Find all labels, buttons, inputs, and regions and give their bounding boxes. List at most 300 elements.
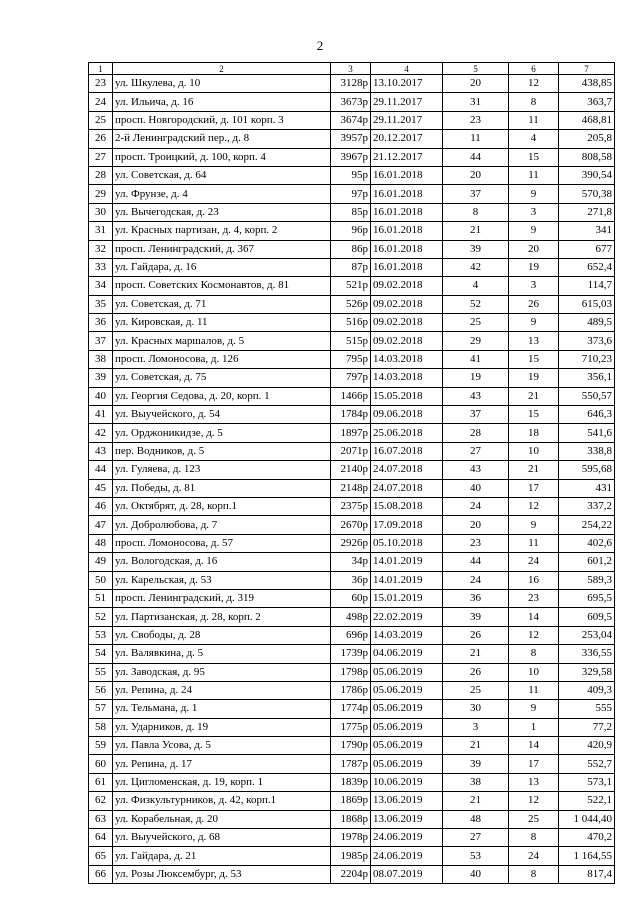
table-row	[89, 203, 615, 221]
cell-value-5: 48	[443, 810, 509, 828]
cell-value-5: 26	[443, 663, 509, 681]
cell-area: 595,68	[559, 461, 615, 479]
cell-order-code: 1985р	[331, 847, 371, 865]
cell-order-code: 795р	[331, 350, 371, 368]
cell-order-code: 1869р	[331, 792, 371, 810]
cell-row-number: 63	[89, 810, 113, 828]
cell-address: 2-й Ленинградский пер., д. 8	[113, 130, 331, 148]
cell-value-5: 4	[443, 277, 509, 295]
cell-area: 253,04	[559, 626, 615, 644]
cell-area: 589,3	[559, 571, 615, 589]
cell-value-5: 20	[443, 516, 509, 534]
cell-value-6: 20	[509, 240, 559, 258]
cell-value-5: 36	[443, 589, 509, 607]
cell-date: 16.01.2018	[371, 222, 443, 240]
cell-area: 552,7	[559, 755, 615, 773]
cell-area: 77,2	[559, 718, 615, 736]
cell-value-5: 44	[443, 148, 509, 166]
page-number: 2	[316, 38, 324, 53]
table-row	[89, 314, 615, 332]
cell-address: ул. Выучейского, д. 54	[113, 406, 331, 424]
cell-order-code: 1787р	[331, 755, 371, 773]
cell-value-6: 9	[509, 516, 559, 534]
data-table	[88, 62, 615, 884]
cell-value-5: 42	[443, 258, 509, 276]
cell-date: 14.01.2019	[371, 553, 443, 571]
cell-date: 09.02.2018	[371, 277, 443, 295]
cell-value-5: 21	[443, 645, 509, 663]
cell-address: ул. Красных партизан, д. 4, корп. 2	[113, 222, 331, 240]
cell-date: 16.01.2018	[371, 203, 443, 221]
cell-order-code: 3128р	[331, 75, 371, 93]
table-row	[89, 75, 615, 93]
table-row	[89, 406, 615, 424]
cell-date: 05.10.2018	[371, 534, 443, 552]
cell-address: ул. Свободы, д. 28	[113, 626, 331, 644]
cell-row-number: 38	[89, 350, 113, 368]
cell-order-code: 2204р	[331, 865, 371, 883]
table-row	[89, 350, 615, 368]
cell-address: ул. Тельмана, д. 1	[113, 700, 331, 718]
cell-value-6: 11	[509, 166, 559, 184]
cell-order-code: 3674р	[331, 111, 371, 129]
cell-row-number: 59	[89, 737, 113, 755]
cell-value-5: 20	[443, 75, 509, 93]
table-row	[89, 718, 615, 736]
cell-order-code: 96р	[331, 222, 371, 240]
cell-area: 677	[559, 240, 615, 258]
cell-row-number: 40	[89, 387, 113, 405]
table-row	[89, 277, 615, 295]
cell-area: 615,03	[559, 295, 615, 313]
cell-address: просп. Новгородский, д. 101 корп. 3	[113, 111, 331, 129]
cell-date: 29.11.2017	[371, 111, 443, 129]
cell-address: просп. Ленинградский, д. 319	[113, 589, 331, 607]
cell-area: 363,7	[559, 93, 615, 111]
cell-area: 541,6	[559, 424, 615, 442]
column-header-5: 5	[443, 63, 509, 75]
cell-value-5: 25	[443, 681, 509, 699]
cell-value-5: 38	[443, 773, 509, 791]
cell-value-6: 21	[509, 461, 559, 479]
cell-value-6: 9	[509, 314, 559, 332]
cell-value-5: 30	[443, 700, 509, 718]
cell-address: ул. Шкулева, д. 10	[113, 75, 331, 93]
cell-date: 29.11.2017	[371, 93, 443, 111]
cell-value-6: 8	[509, 93, 559, 111]
cell-value-5: 41	[443, 350, 509, 368]
cell-value-5: 28	[443, 424, 509, 442]
cell-date: 14.03.2018	[371, 350, 443, 368]
cell-area: 609,5	[559, 608, 615, 626]
table-row	[89, 111, 615, 129]
cell-value-5: 23	[443, 111, 509, 129]
cell-order-code: 1786р	[331, 681, 371, 699]
table-row	[89, 93, 615, 111]
cell-date: 04.06.2019	[371, 645, 443, 663]
cell-order-code: 36р	[331, 571, 371, 589]
cell-value-6: 10	[509, 442, 559, 460]
cell-area: 409,3	[559, 681, 615, 699]
cell-date: 13.06.2019	[371, 792, 443, 810]
cell-date: 21.12.2017	[371, 148, 443, 166]
table-row	[89, 479, 615, 497]
table-row	[89, 166, 615, 184]
table-row	[89, 534, 615, 552]
cell-address: ул. Розы Люксембург, д. 53	[113, 865, 331, 883]
cell-row-number: 43	[89, 442, 113, 460]
cell-date: 09.02.2018	[371, 332, 443, 350]
cell-address: ул. Октябрят, д. 28, корп.1	[113, 497, 331, 515]
cell-address: ул. Добролюбова, д. 7	[113, 516, 331, 534]
cell-row-number: 55	[89, 663, 113, 681]
cell-value-6: 14	[509, 608, 559, 626]
cell-area: 254,22	[559, 516, 615, 534]
cell-area: 555	[559, 700, 615, 718]
cell-area: 341	[559, 222, 615, 240]
cell-value-6: 9	[509, 185, 559, 203]
table-row	[89, 737, 615, 755]
cell-row-number: 23	[89, 75, 113, 93]
table-row	[89, 185, 615, 203]
cell-address: ул. Орджоникидзе, д. 5	[113, 424, 331, 442]
cell-value-6: 13	[509, 332, 559, 350]
table-row	[89, 755, 615, 773]
cell-date: 16.01.2018	[371, 166, 443, 184]
cell-value-6: 15	[509, 148, 559, 166]
cell-area: 338,8	[559, 442, 615, 460]
cell-value-5: 24	[443, 571, 509, 589]
table-row	[89, 553, 615, 571]
cell-value-6: 3	[509, 203, 559, 221]
cell-value-6: 12	[509, 626, 559, 644]
cell-date: 15.05.2018	[371, 387, 443, 405]
cell-order-code: 516р	[331, 314, 371, 332]
cell-date: 05.06.2019	[371, 663, 443, 681]
cell-value-5: 29	[443, 332, 509, 350]
cell-order-code: 95р	[331, 166, 371, 184]
cell-area: 573,1	[559, 773, 615, 791]
cell-value-6: 3	[509, 277, 559, 295]
cell-address: ул. Цигломенская, д. 19, корп. 1	[113, 773, 331, 791]
cell-address: просп. Ломоносова, д. 57	[113, 534, 331, 552]
cell-value-6: 16	[509, 571, 559, 589]
cell-area: 336,55	[559, 645, 615, 663]
cell-row-number: 64	[89, 829, 113, 847]
cell-value-6: 8	[509, 829, 559, 847]
cell-value-5: 40	[443, 865, 509, 883]
cell-address: ул. Георгия Седова, д. 20, корп. 1	[113, 387, 331, 405]
cell-value-5: 53	[443, 847, 509, 865]
cell-area: 550,57	[559, 387, 615, 405]
cell-area: 329,58	[559, 663, 615, 681]
cell-value-5: 39	[443, 608, 509, 626]
cell-order-code: 34р	[331, 553, 371, 571]
cell-row-number: 27	[89, 148, 113, 166]
table-row	[89, 608, 615, 626]
cell-value-6: 12	[509, 497, 559, 515]
table-row	[89, 681, 615, 699]
cell-address: ул. Гайдара, д. 21	[113, 847, 331, 865]
cell-row-number: 52	[89, 608, 113, 626]
cell-area: 652,4	[559, 258, 615, 276]
cell-date: 14.03.2019	[371, 626, 443, 644]
cell-area: 373,6	[559, 332, 615, 350]
cell-order-code: 526р	[331, 295, 371, 313]
cell-value-6: 9	[509, 700, 559, 718]
table-row	[89, 829, 615, 847]
cell-address: ул. Заводская, д. 95	[113, 663, 331, 681]
cell-area: 570,38	[559, 185, 615, 203]
cell-address: ул. Ильича, д. 16	[113, 93, 331, 111]
cell-date: 08.07.2019	[371, 865, 443, 883]
cell-address: просп. Ломоносова, д. 126	[113, 350, 331, 368]
cell-value-6: 25	[509, 810, 559, 828]
table-row	[89, 332, 615, 350]
cell-date: 05.06.2019	[371, 681, 443, 699]
table-row	[89, 773, 615, 791]
cell-order-code: 3673р	[331, 93, 371, 111]
cell-row-number: 29	[89, 185, 113, 203]
cell-address: ул. Вычегодская, д. 23	[113, 203, 331, 221]
cell-date: 14.03.2018	[371, 369, 443, 387]
cell-value-6: 1	[509, 718, 559, 736]
cell-value-6: 17	[509, 479, 559, 497]
cell-row-number: 30	[89, 203, 113, 221]
cell-date: 05.06.2019	[371, 737, 443, 755]
cell-value-5: 21	[443, 792, 509, 810]
cell-area: 1 044,40	[559, 810, 615, 828]
cell-value-6: 13	[509, 773, 559, 791]
cell-address: ул. Кировская, д. 11	[113, 314, 331, 332]
cell-address: ул. Победы, д. 81	[113, 479, 331, 497]
cell-order-code: 85р	[331, 203, 371, 221]
cell-date: 16.01.2018	[371, 185, 443, 203]
cell-row-number: 49	[89, 553, 113, 571]
cell-value-6: 4	[509, 130, 559, 148]
cell-order-code: 521р	[331, 277, 371, 295]
cell-date: 15.01.2019	[371, 589, 443, 607]
cell-area: 114,7	[559, 277, 615, 295]
cell-date: 25.06.2018	[371, 424, 443, 442]
cell-row-number: 60	[89, 755, 113, 773]
cell-row-number: 66	[89, 865, 113, 883]
cell-date: 05.06.2019	[371, 700, 443, 718]
cell-order-code: 87р	[331, 258, 371, 276]
cell-address: пер. Водников, д. 5	[113, 442, 331, 460]
cell-value-5: 11	[443, 130, 509, 148]
cell-order-code: 2926р	[331, 534, 371, 552]
cell-area: 522,1	[559, 792, 615, 810]
cell-address: просп. Советских Космонавтов, д. 81	[113, 277, 331, 295]
cell-row-number: 46	[89, 497, 113, 515]
cell-order-code: 1868р	[331, 810, 371, 828]
cell-value-5: 39	[443, 755, 509, 773]
cell-date: 16.07.2018	[371, 442, 443, 460]
cell-date: 24.07.2018	[371, 461, 443, 479]
table-row	[89, 497, 615, 515]
table-row	[89, 387, 615, 405]
cell-value-5: 39	[443, 240, 509, 258]
cell-value-5: 23	[443, 534, 509, 552]
cell-order-code: 1978р	[331, 829, 371, 847]
cell-order-code: 1798р	[331, 663, 371, 681]
cell-row-number: 32	[89, 240, 113, 258]
cell-value-6: 26	[509, 295, 559, 313]
cell-date: 15.08.2018	[371, 497, 443, 515]
cell-value-5: 43	[443, 387, 509, 405]
cell-value-6: 15	[509, 406, 559, 424]
cell-order-code: 1839р	[331, 773, 371, 791]
cell-date: 13.10.2017	[371, 75, 443, 93]
cell-value-6: 8	[509, 865, 559, 883]
table-row	[89, 222, 615, 240]
cell-row-number: 25	[89, 111, 113, 129]
cell-address: ул. Вологодская, д. 16	[113, 553, 331, 571]
cell-value-6: 9	[509, 222, 559, 240]
table-row	[89, 847, 615, 865]
cell-date: 24.06.2019	[371, 847, 443, 865]
cell-address: ул. Репина, д. 24	[113, 681, 331, 699]
cell-area: 646,3	[559, 406, 615, 424]
cell-order-code: 97р	[331, 185, 371, 203]
cell-area: 402,6	[559, 534, 615, 552]
cell-area: 271,8	[559, 203, 615, 221]
cell-date: 14.01.2019	[371, 571, 443, 589]
cell-value-6: 8	[509, 645, 559, 663]
table-row	[89, 700, 615, 718]
cell-row-number: 31	[89, 222, 113, 240]
cell-value-5: 21	[443, 222, 509, 240]
table-row	[89, 865, 615, 883]
cell-address: ул. Фрунзе, д. 4	[113, 185, 331, 203]
cell-date: 10.06.2019	[371, 773, 443, 791]
cell-date: 22.02.2019	[371, 608, 443, 626]
cell-order-code: 515р	[331, 332, 371, 350]
cell-value-6: 21	[509, 387, 559, 405]
cell-order-code: 1739р	[331, 645, 371, 663]
cell-row-number: 35	[89, 295, 113, 313]
cell-value-5: 20	[443, 166, 509, 184]
column-header-2: 2	[113, 63, 331, 75]
cell-address: ул. Гуляева, д. 123	[113, 461, 331, 479]
cell-order-code: 1466р	[331, 387, 371, 405]
cell-address: ул. Корабельная, д. 20	[113, 810, 331, 828]
cell-date: 05.06.2019	[371, 718, 443, 736]
cell-row-number: 39	[89, 369, 113, 387]
cell-date: 09.02.2018	[371, 295, 443, 313]
cell-value-5: 40	[443, 479, 509, 497]
cell-row-number: 53	[89, 626, 113, 644]
cell-row-number: 37	[89, 332, 113, 350]
cell-order-code: 2375р	[331, 497, 371, 515]
cell-date: 24.06.2019	[371, 829, 443, 847]
cell-value-5: 31	[443, 93, 509, 111]
cell-row-number: 42	[89, 424, 113, 442]
cell-date: 16.01.2018	[371, 258, 443, 276]
cell-value-6: 24	[509, 553, 559, 571]
cell-value-5: 43	[443, 461, 509, 479]
cell-address: ул. Карельская, д. 53	[113, 571, 331, 589]
cell-row-number: 50	[89, 571, 113, 589]
cell-row-number: 61	[89, 773, 113, 791]
cell-order-code: 1784р	[331, 406, 371, 424]
cell-value-6: 10	[509, 663, 559, 681]
cell-order-code: 3957р	[331, 130, 371, 148]
table-row	[89, 810, 615, 828]
cell-row-number: 51	[89, 589, 113, 607]
cell-value-6: 14	[509, 737, 559, 755]
table-row	[89, 626, 615, 644]
cell-address: ул. Ударников, д. 19	[113, 718, 331, 736]
cell-order-code: 797р	[331, 369, 371, 387]
cell-area: 431	[559, 479, 615, 497]
cell-value-6: 11	[509, 534, 559, 552]
cell-value-6: 11	[509, 681, 559, 699]
cell-value-5: 27	[443, 829, 509, 847]
table-row	[89, 130, 615, 148]
cell-value-6: 12	[509, 75, 559, 93]
column-header-4: 4	[371, 63, 443, 75]
cell-area: 420,9	[559, 737, 615, 755]
cell-value-5: 3	[443, 718, 509, 736]
cell-area: 390,54	[559, 166, 615, 184]
cell-date: 05.06.2019	[371, 755, 443, 773]
cell-date: 16.01.2018	[371, 240, 443, 258]
cell-address: ул. Советская, д. 75	[113, 369, 331, 387]
cell-area: 808,58	[559, 148, 615, 166]
cell-address: ул. Валявкина, д. 5	[113, 645, 331, 663]
cell-area: 337,2	[559, 497, 615, 515]
column-header-1: 1	[89, 63, 113, 75]
column-header-3: 3	[331, 63, 371, 75]
cell-address: ул. Выучейского, д. 68	[113, 829, 331, 847]
cell-address: ул. Советская, д. 71	[113, 295, 331, 313]
cell-address: ул. Гайдара, д. 16	[113, 258, 331, 276]
cell-address: ул. Павла Усова, д. 5	[113, 737, 331, 755]
cell-row-number: 36	[89, 314, 113, 332]
cell-order-code: 3967р	[331, 148, 371, 166]
cell-address: просп. Ленинградский, д. 367	[113, 240, 331, 258]
cell-date: 09.02.2018	[371, 314, 443, 332]
cell-value-5: 19	[443, 369, 509, 387]
cell-row-number: 54	[89, 645, 113, 663]
cell-value-6: 23	[509, 589, 559, 607]
cell-order-code: 2148р	[331, 479, 371, 497]
cell-row-number: 24	[89, 93, 113, 111]
cell-address: просп. Троицкий, д. 100, корп. 4	[113, 148, 331, 166]
cell-order-code: 86р	[331, 240, 371, 258]
cell-date: 17.09.2018	[371, 516, 443, 534]
cell-row-number: 47	[89, 516, 113, 534]
cell-address: ул. Красных маршалов, д. 5	[113, 332, 331, 350]
cell-area: 817,4	[559, 865, 615, 883]
cell-area: 356,1	[559, 369, 615, 387]
cell-order-code: 2071р	[331, 442, 371, 460]
cell-value-6: 17	[509, 755, 559, 773]
column-header-7: 7	[559, 63, 615, 75]
table-row	[89, 792, 615, 810]
cell-row-number: 45	[89, 479, 113, 497]
cell-order-code: 2670р	[331, 516, 371, 534]
cell-row-number: 26	[89, 130, 113, 148]
cell-address: ул. Репина, д. 17	[113, 755, 331, 773]
cell-row-number: 56	[89, 681, 113, 699]
table-row	[89, 442, 615, 460]
cell-row-number: 57	[89, 700, 113, 718]
cell-value-6: 19	[509, 258, 559, 276]
column-header-6: 6	[509, 63, 559, 75]
